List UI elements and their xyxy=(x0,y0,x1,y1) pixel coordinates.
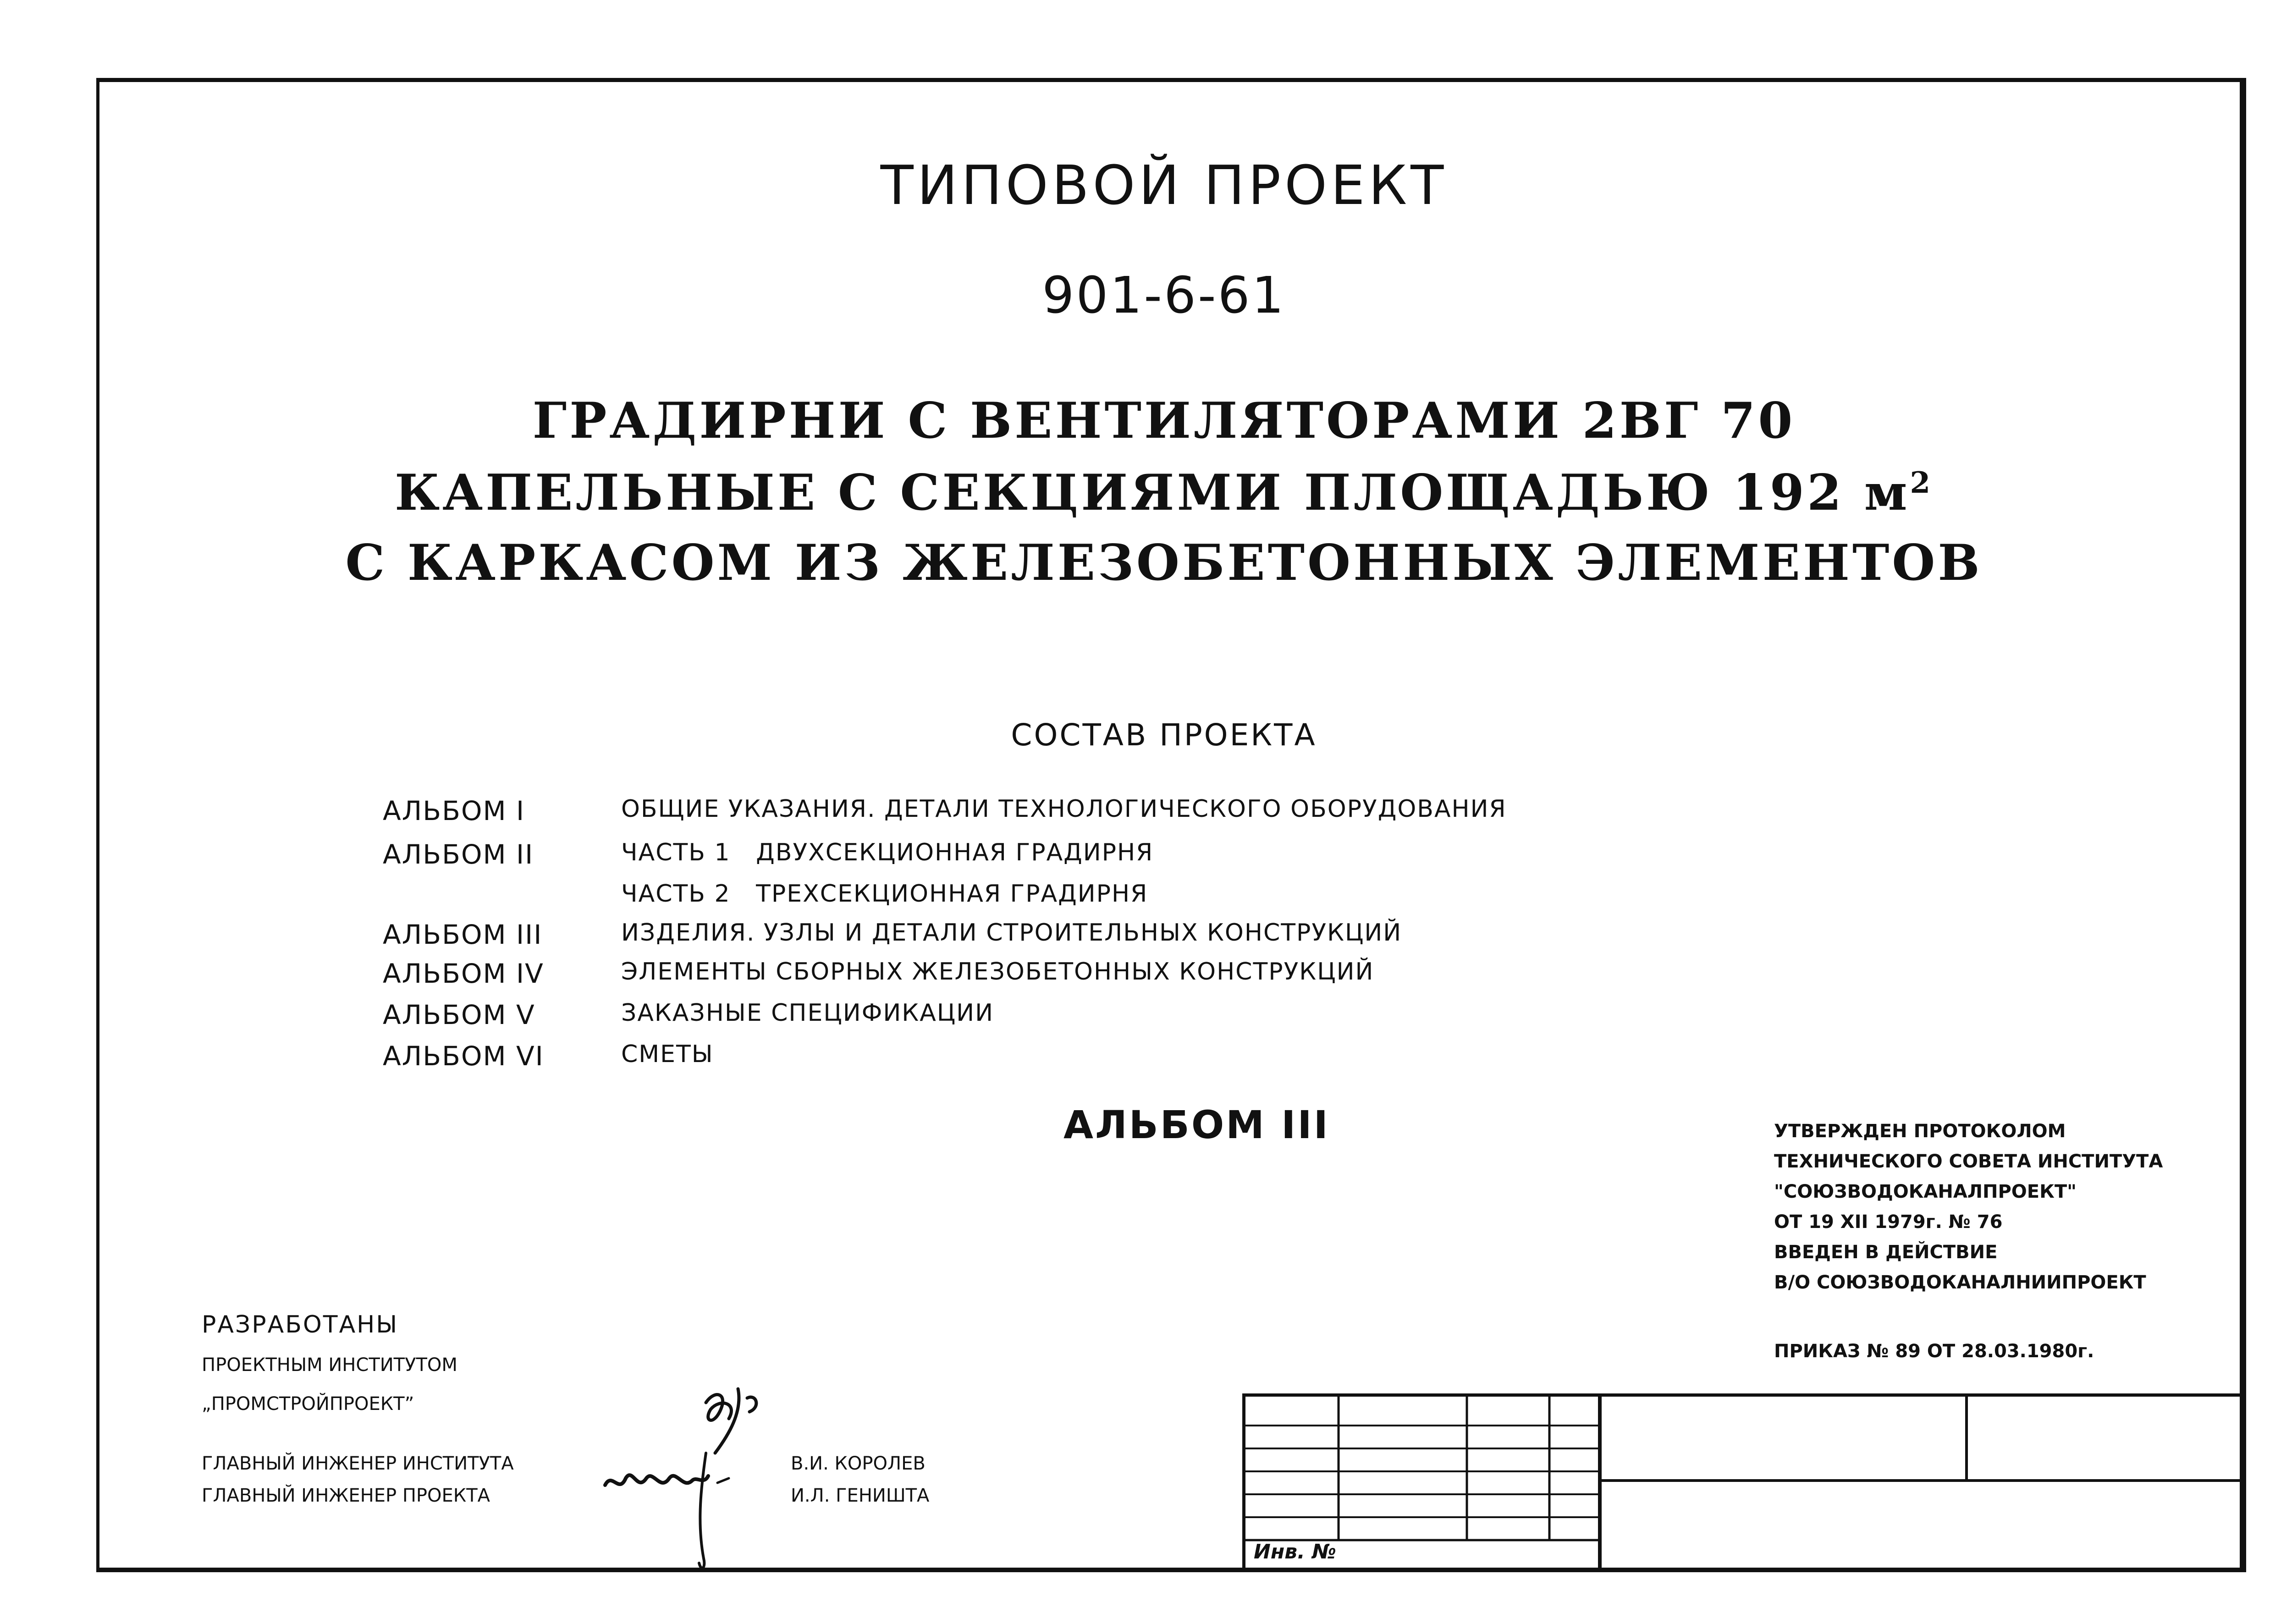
approval-block xyxy=(1774,1116,2163,1298)
heading-line-1: ГРАДИРНИ С ВЕНТИЛЯТОРАМИ 2ВГ 70 xyxy=(532,392,1796,450)
approval-line: ВВЕДЕН В ДЕЙСТВИЕ xyxy=(1774,1242,1998,1263)
project-type-label: ТИПОВОЙ ПРОЕКТ xyxy=(880,154,1448,217)
composition-title: СОСТАВ ПРОЕКТА xyxy=(1011,717,1317,753)
composition-row-desc: ЧАСТЬ 1 ДВУХСЕКЦИОННАЯ ГРАДИРНЯ xyxy=(621,839,1154,866)
composition-row-label: АЛЬБОМ V xyxy=(383,999,535,1030)
approval-line: В/О СОЮЗВОДОКАНАЛНИИПРОЕКТ xyxy=(1774,1272,2146,1293)
chief-project-role: ГЛАВНЫЙ ИНЖЕНЕР ПРОЕКТА xyxy=(202,1485,490,1506)
approval-line: УТВЕРЖДЕН ПРОТОКОЛОМ xyxy=(1774,1121,2066,1142)
approval-line: ОТ 19 XII 1979г. № 76 xyxy=(1774,1211,2003,1233)
chief-institute-name: В.И. КОРОЛЕВ xyxy=(791,1453,926,1474)
composition-row-label: АЛЬБОМ II xyxy=(383,839,534,870)
composition-row-desc: ОБЩИЕ УКАЗАНИЯ. ДЕТАЛИ ТЕХНОЛОГИЧЕСКОГО ОБОРУДОВАНИЯ xyxy=(621,795,1507,823)
approval-line: ТЕХНИЧЕСКОГО СОВЕТА ИНСТИТУТА xyxy=(1774,1151,2163,1172)
chief-project-name: И.Л. ГЕНИШТА xyxy=(791,1485,930,1506)
developers-title: РАЗРАБОТАНЫ xyxy=(202,1311,399,1338)
developers-institute-name: „ПРОМСТРОЙПРОЕКТ” xyxy=(202,1393,414,1415)
developers-institute-line: ПРОЕКТНЫМ ИНСТИТУТОМ xyxy=(202,1354,457,1376)
composition-row-label: АЛЬБОМ IV xyxy=(383,958,544,989)
heading-line-2 xyxy=(0,464,2292,522)
heading-line-2-text: КАПЕЛЬНЫЕ С СЕКЦИЯМИ ПЛОЩАДЬЮ 192 м xyxy=(394,464,1910,522)
heading-line-3: С КАРКАСОМ ИЗ ЖЕЛЕЗОБЕТОННЫХ ЭЛЕМЕНТОВ xyxy=(345,534,1983,592)
composition-row-label: АЛЬБОМ III xyxy=(383,919,543,950)
composition-row-desc: ИЗДЕЛИЯ. УЗЛЫ И ДЕТАЛИ СТРОИТЕЛЬНЫХ КОНСТРУКЦИЙ xyxy=(621,919,1402,947)
project-number: 901-6-61 xyxy=(1042,266,1286,325)
inventory-number-label: Инв. № xyxy=(1254,1540,1337,1563)
signature-image xyxy=(591,1384,793,1577)
composition-row-desc: СМЕТЫ xyxy=(621,1040,714,1068)
heading-line-2-superscript: 2 xyxy=(1910,466,1934,500)
chief-institute-role: ГЛАВНЫЙ ИНЖЕНЕР ИНСТИТУТА xyxy=(202,1453,514,1474)
composition-row-desc: ЗАКАЗНЫЕ СПЕЦИФИКАЦИИ xyxy=(621,999,994,1027)
composition-row-label: АЛЬБОМ VI xyxy=(383,1040,544,1072)
current-album: АЛЬБОМ III xyxy=(1063,1102,1330,1147)
approval-line: "СОЮЗВОДОКАНАЛПРОЕКТ" xyxy=(1774,1181,2077,1202)
approval-order: ПРИКАЗ № 89 ОТ 28.03.1980г. xyxy=(1774,1341,2094,1362)
title-block-stamp xyxy=(1242,1393,2246,1572)
composition-row-desc: ЭЛЕМЕНТЫ СБОРНЫХ ЖЕЛЕЗОБЕТОННЫХ КОНСТРУКЦИЙ xyxy=(621,958,1374,985)
composition-row-desc: ЧАСТЬ 2 ТРЕХСЕКЦИОННАЯ ГРАДИРНЯ xyxy=(621,880,1148,908)
composition-row-label: АЛЬБОМ I xyxy=(383,795,525,826)
